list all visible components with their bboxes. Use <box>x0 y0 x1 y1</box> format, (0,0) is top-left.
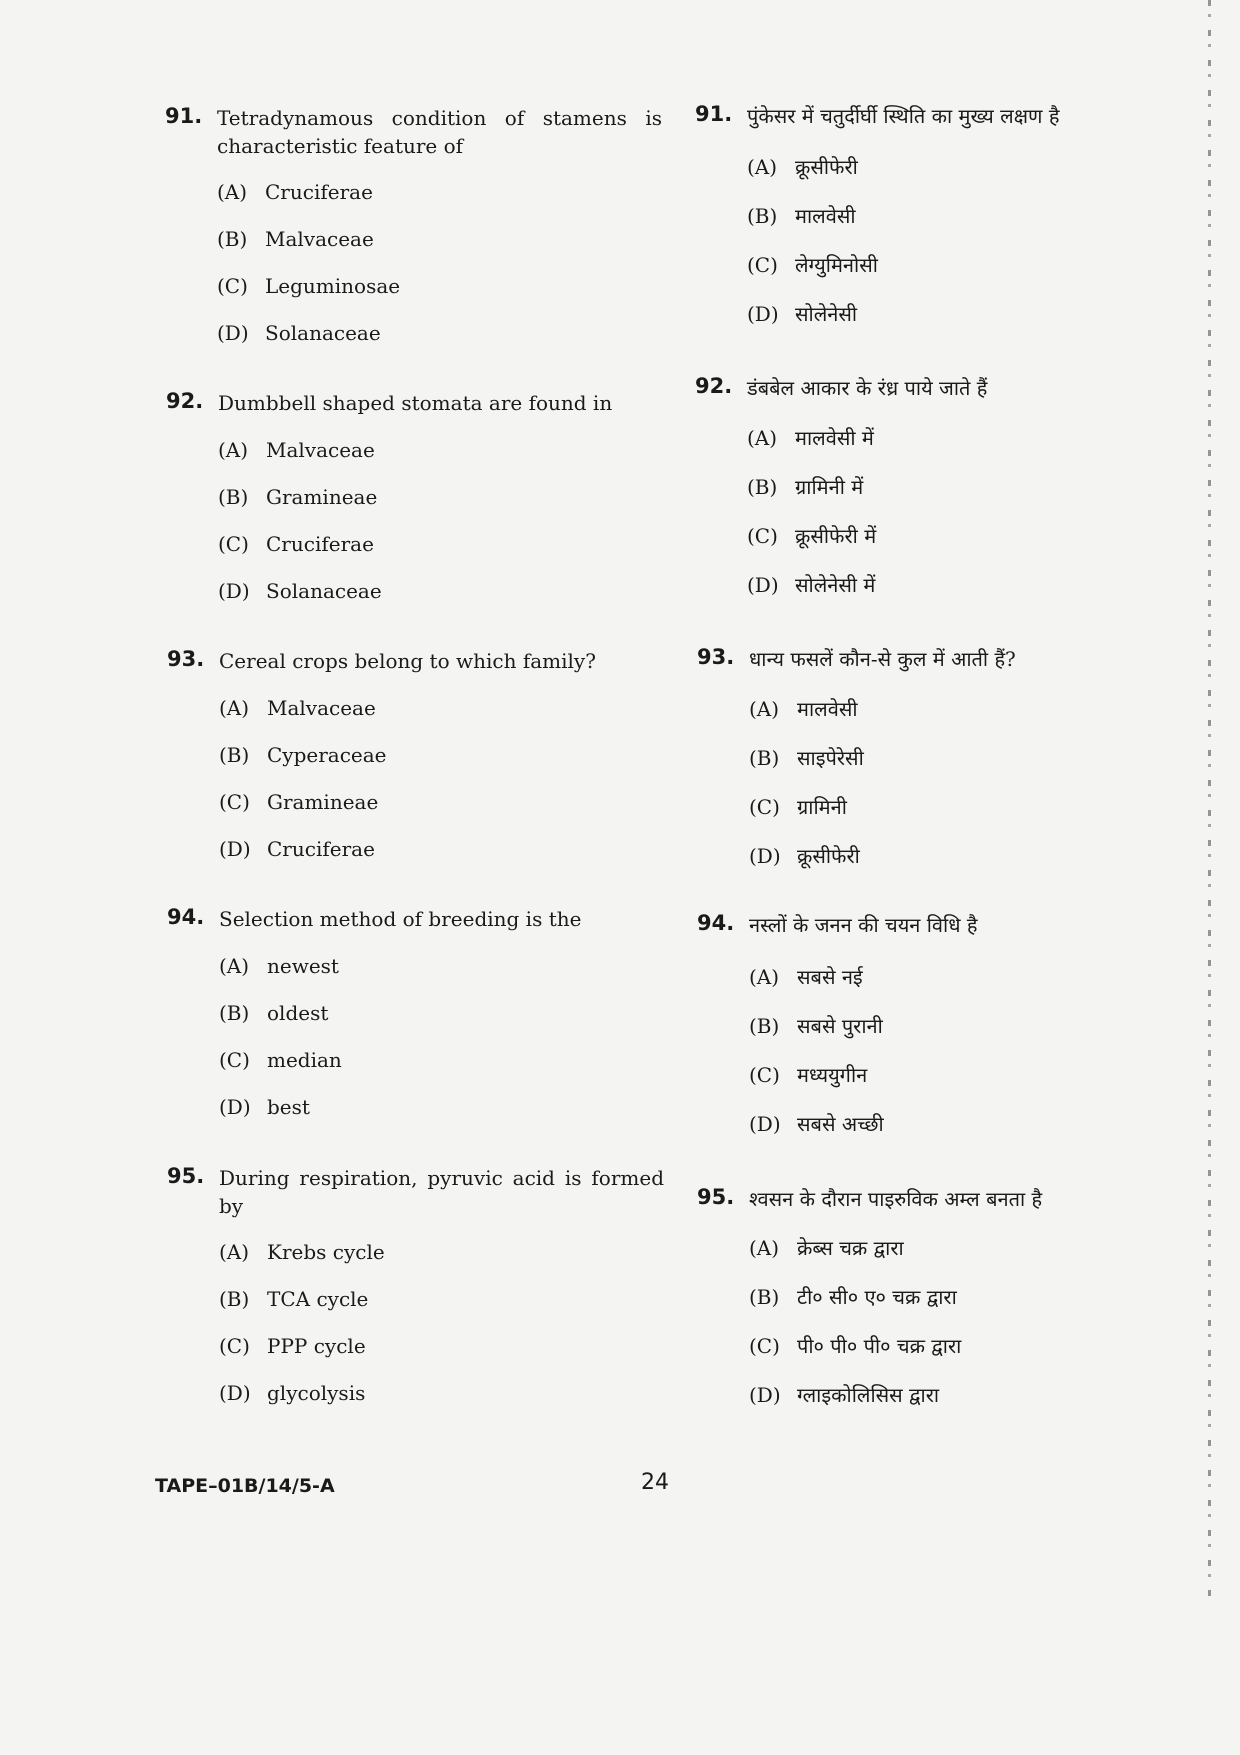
question-text: Cereal crops belong to which family? <box>219 649 596 673</box>
option-d: (D) glycolysis <box>219 1381 366 1405</box>
option-a: (A) Malvaceae <box>219 696 376 720</box>
option-c: (C) क्रूसीफेरी में <box>747 524 877 548</box>
option-b: (B) Cyperaceae <box>219 743 387 767</box>
option-b: (B) ग्रामिनी में <box>747 475 864 499</box>
question-number: 92. <box>166 389 204 413</box>
option-a: (A) newest <box>219 954 339 978</box>
question-number: 91. <box>695 102 733 126</box>
option-c: (C) PPP cycle <box>219 1334 366 1358</box>
option-d: (D) सबसे अच्छी <box>749 1112 884 1136</box>
question-number: 93. <box>697 645 735 669</box>
question-text: श्वसन के दौरान पाइरुविक अम्ल बनता है <box>749 1187 1043 1211</box>
question-text: पुंकेसर में चतुर्दीर्घी स्थिति का मुख्य लक्षण है <box>747 104 1060 128</box>
option-a: (A) क्रेब्स चक्र द्वारा <box>749 1236 904 1260</box>
option-a: (A) क्रूसीफेरी <box>747 155 858 179</box>
option-b: (B) TCA cycle <box>219 1287 369 1311</box>
option-c: (C) median <box>219 1048 342 1072</box>
option-d: (D) क्रूसीफेरी <box>749 844 860 868</box>
option-d: (D) सोलेनेसी <box>747 302 858 326</box>
question-number: 95. <box>167 1164 205 1188</box>
option-d: (D) Solanaceae <box>217 321 381 345</box>
option-c: (C) Cruciferae <box>218 532 374 556</box>
option-a: (A) मालवेसी <box>749 697 858 721</box>
question-text: धान्य फसलें कौन-से कुल में आती हैं? <box>749 647 1016 671</box>
question-text: Dumbbell shaped stomata are found in <box>218 391 613 415</box>
question-number: 91. <box>165 104 203 128</box>
question-text: Selection method of breeding is the <box>219 907 582 931</box>
option-b: (B) टी० सी० ए० चक्र द्वारा <box>749 1285 957 1309</box>
option-a: (A) Malvaceae <box>218 438 375 462</box>
option-c: (C) ग्रामिनी <box>749 795 847 819</box>
option-b: (B) oldest <box>219 1001 329 1025</box>
scan-edge <box>1208 0 1211 1600</box>
option-b: (B) सबसे पुरानी <box>749 1014 883 1038</box>
option-c: (C) Leguminosae <box>217 274 401 298</box>
question-text: During respiration, pyruvic acid is formed by <box>219 1166 664 1218</box>
option-a: (A) सबसे नई <box>749 965 863 989</box>
option-c: (C) Gramineae <box>219 790 379 814</box>
option-b: (B) मालवेसी <box>747 204 856 228</box>
question-number: 92. <box>695 374 733 398</box>
question-number: 95. <box>697 1185 735 1209</box>
question-number: 93. <box>167 647 205 671</box>
option-a: (A) मालवेसी में <box>747 426 874 450</box>
option-a: (A) Cruciferae <box>217 180 373 204</box>
question-text: डंबबेल आकार के रंध्र पाये जाते हैं <box>747 376 988 400</box>
option-d: (D) सोलेनेसी में <box>747 573 876 597</box>
question-text: Tetradynamous condition of stamens is characteristic feature of <box>217 106 662 158</box>
option-a: (A) Krebs cycle <box>219 1240 385 1264</box>
page-number: 24 <box>641 1470 669 1495</box>
option-c: (C) मध्ययुगीन <box>749 1063 868 1087</box>
option-b: (B) Malvaceae <box>217 227 374 251</box>
option-d: (D) Cruciferae <box>219 837 375 861</box>
option-b: (B) साइपेरेसी <box>749 746 864 770</box>
question-text: नस्लों के जनन की चयन विधि है <box>749 913 978 937</box>
option-d: (D) ग्लाइकोलिसिस द्वारा <box>749 1383 940 1407</box>
option-d: (D) best <box>219 1095 310 1119</box>
paper-code: TAPE–01B/14/5-A <box>155 1475 335 1497</box>
question-number: 94. <box>167 905 205 929</box>
option-d: (D) Solanaceae <box>218 579 382 603</box>
option-c: (C) लेग्युमिनोसी <box>747 253 878 277</box>
question-number: 94. <box>697 911 735 935</box>
option-c: (C) पी० पी० पी० चक्र द्वारा <box>749 1334 962 1358</box>
option-b: (B) Gramineae <box>218 485 378 509</box>
